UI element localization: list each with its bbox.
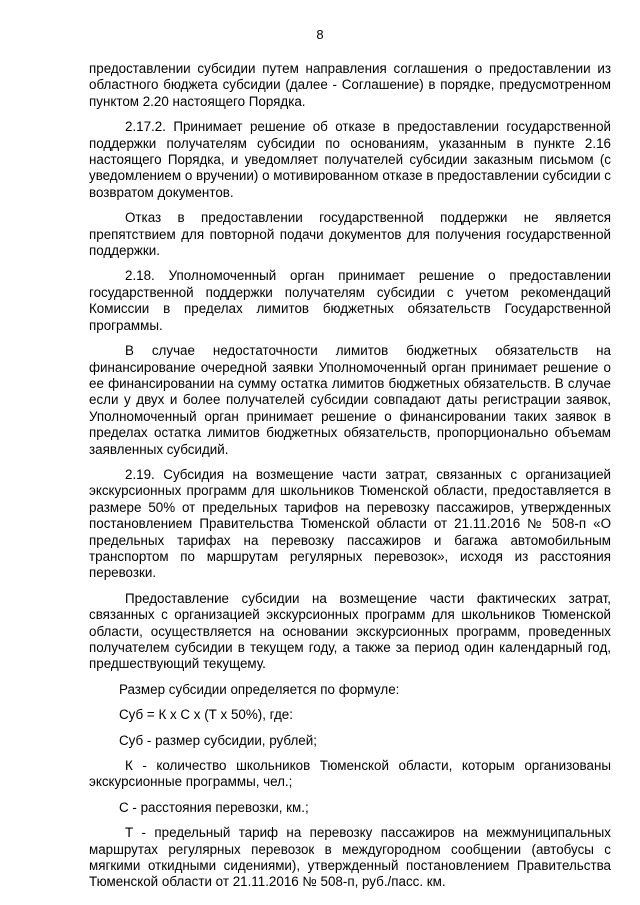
paragraph-insufficient-limits: В случае недостаточности лимитов бюджетных обязательств на финансирование очередной заявки Уполномоченный орган принимает решение о ее финансировании на сумму остатка лимитов бюджетных обязательств. В случае если у двух и более получателей субсидии совпадают даты регистрации заявок, Уполномоченный орган принимает решение о финансировании таких заявок в пределах остатка лимитов бюджетных обязательств, пропорционально объемам заявленных субсидий. [89, 343, 611, 457]
paragraph-continuation: предоставлении субсидии путем направления соглашения о предоставлении из областного бюджета субсидии (далее - Соглашение) в порядке, предусмотренном пунктом 2.20 настоящего Порядка. [89, 61, 611, 109]
formula-term-t: Т - предельный тариф на перевозку пассажиров на межмуниципальных маршрутах регулярных перевозок в междугородном сообщении (автобусы с мягкими откидными сидениями), утвержденный постановлением Правительства Тюменской области от 21.11.2016 № 508-п, руб./пасс. км. [89, 825, 611, 890]
paragraph-subsidy-basis: Предоставление субсидии на возмещение части фактических затрат, связанных с организацией экскурсионных программ для школьников Тюменской области, осуществляется на основании экскурсионных программ, проведенных получателем субсидии в текущем году, а также за период один календарный год, предшествующий текущему. [89, 590, 611, 672]
formula-term-sub: Суб - размер субсидии, рублей; [119, 732, 317, 748]
formula-term-c: С - расстояния перевозки, км.; [119, 799, 309, 815]
paragraph-refusal-note: Отказ в предоставлении государственной поддержки не является препятствием для повторной подачи документов для получения государственной поддержки. [89, 210, 611, 259]
paragraph-2-19: 2.19. Субсидия на возмещение части затрат, связанных с организацией экскурсионных программ для школьников Тюменской области, предоставляется в размере 50% от предельных тарифов на перевозку пассажиров, утвержденных постановлением Правительства Тюменской области от 21.11.2016 № 508-п «О предельных тарифах на перевозку пассажиров и багажа автомобильным транспортом по маршрутам регулярных перевозок», исходя из расстояния перевозки. [89, 466, 611, 581]
page-number: 8 [316, 27, 324, 42]
paragraph-2-18: 2.18. Уполномоченный орган принимает решение о предоставлении государственной поддержки получателям субсидии с учетом рекомендаций Комиссии в пределах лимитов бюджетных обязательств Государственной программы. [89, 268, 611, 333]
formula: Суб = К х С х (Т х 50%), где: [119, 707, 293, 723]
formula-intro: Размер субсидии определяется по формуле: [119, 681, 400, 697]
formula-term-k: К - количество школьников Тюменской области, которым организованы экскурсионные программы, чел.; [89, 758, 611, 790]
paragraph-2-17-2: 2.17.2. Принимает решение об отказе в предоставлении государственной поддержки получателям субсидии по основаниям, указанным в пункте 2.16 настоящего Порядка, и уведомляет получателей субсидии заказным письмом (с уведомлением о вручении) о мотивированном отказе в предоставлении субсидии с возвратом документов. [89, 119, 611, 200]
document-body [89, 61, 611, 900]
